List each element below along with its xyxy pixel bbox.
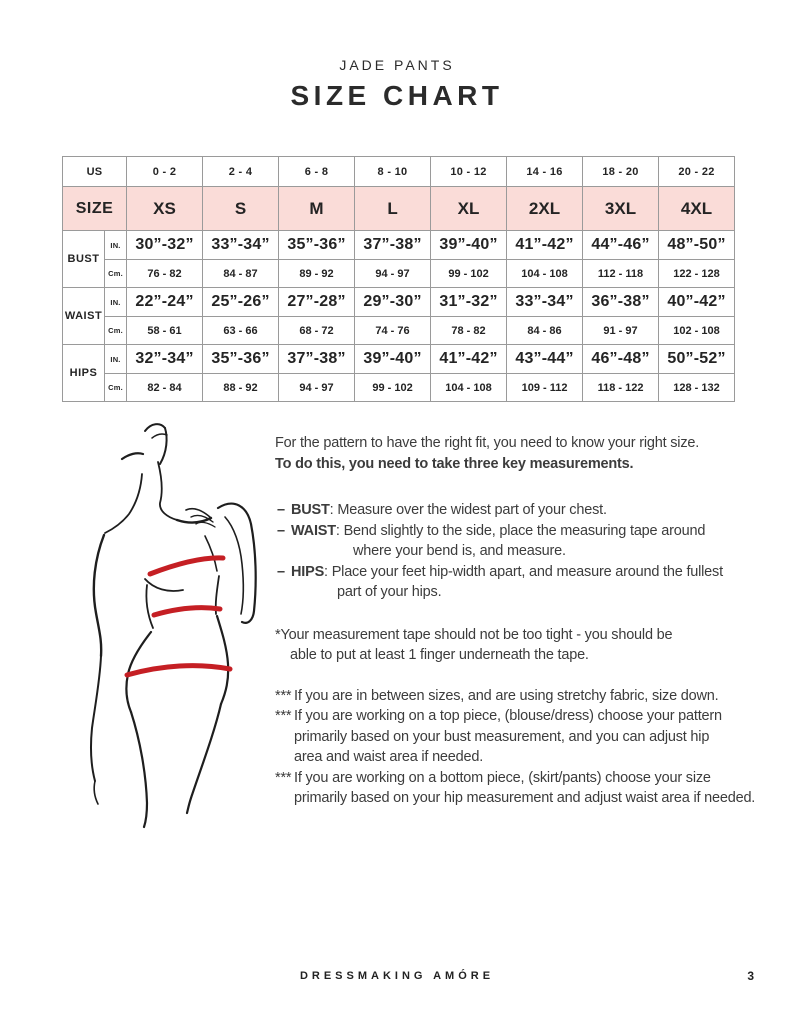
- cell-us: 0 - 2: [127, 157, 203, 187]
- cell-hips-cm: 88 - 92: [203, 374, 279, 402]
- tip-marker: ***: [275, 769, 292, 786]
- cell-bust-in: 39”-40”: [431, 231, 507, 260]
- bullet-hips-text: : Place your feet hip-width apart, and measure around the fullest: [324, 563, 723, 580]
- figure-leg-right: [187, 704, 221, 813]
- intro-line: For the pattern to have the right fit, you need to know your right size.: [275, 435, 700, 451]
- cm-unit-cell: Cm.: [105, 260, 127, 288]
- bust-inches-row: [63, 231, 735, 260]
- bust-measure-line: [150, 558, 223, 574]
- cell-bust-in: 33”-34”: [203, 231, 279, 260]
- us-header-cell: US: [63, 157, 127, 187]
- intro-line-bold: To do this, you need to take three key measurements.: [275, 455, 634, 472]
- cell-waist-cm: 78 - 82: [431, 317, 507, 345]
- note-line: *Your measurement tape should not be too tight - you should be: [275, 626, 673, 643]
- cell-hips-in: 37”-38”: [279, 345, 355, 374]
- cell-size: 3XL: [583, 187, 659, 231]
- cell-us: 18 - 20: [583, 157, 659, 187]
- cell-bust-cm: 104 - 108: [507, 260, 583, 288]
- bust-cm-row: [63, 260, 735, 288]
- cell-bust-in: 37”-38”: [355, 231, 431, 260]
- figure-waist-left: [146, 585, 153, 628]
- figure-bust-underline: [145, 579, 183, 591]
- cell-bust-in: 48”-50”: [659, 231, 735, 260]
- cell-waist-cm: 63 - 66: [203, 317, 279, 345]
- tip-text: If you are working on a bottom piece, (skirt/pants) choose your size: [294, 769, 711, 786]
- cell-waist-cm: 91 - 97: [583, 317, 659, 345]
- cell-hips-cm: 104 - 108: [431, 374, 507, 402]
- body-measurement-sketch: [88, 418, 283, 833]
- cell-bust-cm: 84 - 87: [203, 260, 279, 288]
- instructions-block: [275, 433, 780, 809]
- cell-size: XS: [127, 187, 203, 231]
- hips-label-cell: HIPS: [63, 345, 105, 402]
- cell-bust-cm: 112 - 118: [583, 260, 659, 288]
- bullet-dash: –: [277, 502, 285, 518]
- brand-name: DRESSMAKING AMÓRE: [299, 970, 495, 982]
- figure-hair-stroke: [145, 424, 165, 431]
- cell-hips-in: 32”-34”: [127, 345, 203, 374]
- cell-hips-in: 46”-48”: [583, 345, 659, 374]
- bullet-waist-cont: where your bend is, and measure.: [353, 543, 566, 559]
- cell-us: 8 - 10: [355, 157, 431, 187]
- hips-cm-row: [63, 374, 735, 402]
- bullet-hips-label: HIPS: [291, 563, 325, 580]
- cell-bust-in: 44”-46”: [583, 231, 659, 260]
- cell-waist-cm: 84 - 86: [507, 317, 583, 345]
- cell-hips-in: 41”-42”: [431, 345, 507, 374]
- bullet-hips-cont: part of your hips.: [337, 584, 442, 600]
- cell-hips-cm: 109 - 112: [507, 374, 583, 402]
- cell-bust-cm: 89 - 92: [279, 260, 355, 288]
- tape-note: [275, 625, 780, 666]
- us-size-row: [63, 157, 735, 187]
- inches-unit-cell: IN.: [105, 288, 127, 317]
- waist-inches-row: [63, 288, 735, 317]
- size-row: [63, 187, 735, 231]
- cell-bust-cm: 99 - 102: [431, 260, 507, 288]
- figure-hair-tick: [152, 434, 167, 438]
- cell-waist-in: 27”-28”: [279, 288, 355, 317]
- cm-unit-cell: Cm.: [105, 317, 127, 345]
- figure-brow-stroke: [122, 453, 143, 459]
- cell-hips-in: 43”-44”: [507, 345, 583, 374]
- tip-line: [275, 768, 780, 789]
- figure-armpit-stroke: [205, 536, 217, 571]
- figure-neck-left: [105, 474, 142, 533]
- measurement-bullets: [275, 500, 780, 603]
- cell-waist-in: 40”-42”: [659, 288, 735, 317]
- inches-unit-cell: IN.: [105, 231, 127, 260]
- cell-us: 14 - 16: [507, 157, 583, 187]
- cell-waist-in: 25”-26”: [203, 288, 279, 317]
- cell-size: XL: [431, 187, 507, 231]
- cell-bust-in: 35”-36”: [279, 231, 355, 260]
- cell-waist-cm: 102 - 108: [659, 317, 735, 345]
- cell-hips-cm: 82 - 84: [127, 374, 203, 402]
- bullet-hips: [275, 562, 780, 583]
- cell-waist-cm: 68 - 72: [279, 317, 355, 345]
- size-header-cell: SIZE: [63, 187, 127, 231]
- figure-arm-outer: [218, 504, 256, 623]
- figure-shoulder-line: [177, 518, 211, 522]
- cell-bust-cm: 76 - 82: [127, 260, 203, 288]
- cell-size: 4XL: [659, 187, 735, 231]
- cell-us: 6 - 8: [279, 157, 355, 187]
- cell-size: S: [203, 187, 279, 231]
- cell-hips-in: 39”-40”: [355, 345, 431, 374]
- cell-hips-cm: 94 - 97: [279, 374, 355, 402]
- size-chart-table: [62, 156, 735, 402]
- figure-leg-left: [131, 712, 147, 827]
- bullet-waist-label: WAIST: [291, 522, 336, 539]
- cell-waist-in: 22”-24”: [127, 288, 203, 317]
- tip-marker: ***: [275, 687, 292, 704]
- figure-arm-inner: [225, 517, 243, 614]
- figure-hip-right: [217, 616, 228, 704]
- cell-waist-in: 36”-38”: [583, 288, 659, 317]
- tip-text: If you are working on a top piece, (blouse/dress) choose your pattern: [294, 708, 722, 724]
- tip-line: primarily based on your bust measurement, and you can adjust hip: [294, 728, 710, 745]
- cell-us: 2 - 4: [203, 157, 279, 187]
- hips-inches-row: [63, 345, 735, 374]
- figure-hanging-arm: [91, 656, 101, 781]
- sizing-tips: [275, 686, 780, 809]
- figure-finger-stroke: [196, 522, 215, 527]
- tip-line: [275, 706, 780, 727]
- tip-line: primarily based on your hip measurement and adjust waist area if needed.: [294, 790, 756, 806]
- bullet-dash: –: [277, 563, 285, 580]
- page-title: SIZE CHART: [290, 80, 504, 111]
- waist-label-cell: WAIST: [63, 288, 105, 345]
- hips-measure-line: [127, 666, 230, 675]
- cell-waist-in: 33”-34”: [507, 288, 583, 317]
- title-block: [0, 57, 794, 112]
- figure-finger-stroke: [186, 509, 211, 518]
- cell-hips-in: 35”-36”: [203, 345, 279, 374]
- bullet-waist: [275, 521, 780, 542]
- cell-hips-in: 50”-52”: [659, 345, 735, 374]
- cell-us: 20 - 22: [659, 157, 735, 187]
- tip-line: [275, 686, 780, 707]
- cell-waist-in: 29”-30”: [355, 288, 431, 317]
- bullet-dash: –: [277, 522, 285, 539]
- figure-back-line: [94, 535, 104, 656]
- cell-size: M: [279, 187, 355, 231]
- cell-size: L: [355, 187, 431, 231]
- cell-waist-cm: 58 - 61: [127, 317, 203, 345]
- note-line: able to put at least 1 finger underneath the tape.: [290, 647, 589, 663]
- cell-hips-cm: 99 - 102: [355, 374, 431, 402]
- waist-cm-row: [63, 317, 735, 345]
- cell-bust-cm: 122 - 128: [659, 260, 735, 288]
- bust-label-cell: BUST: [63, 231, 105, 288]
- cell-bust-in: 41”-42”: [507, 231, 583, 260]
- cell-waist-in: 31”-32”: [431, 288, 507, 317]
- cell-waist-cm: 74 - 76: [355, 317, 431, 345]
- cell-hips-cm: 118 - 122: [583, 374, 659, 402]
- bullet-waist-text: : Bend slightly to the side, place the measuring tape around: [335, 522, 706, 539]
- bullet-bust-label: BUST: [291, 502, 330, 518]
- bullet-bust-text: : Measure over the widest part of your chest.: [329, 502, 607, 518]
- cell-bust-in: 30”-32”: [127, 231, 203, 260]
- waist-measure-line: [154, 608, 220, 615]
- cell-hips-cm: 128 - 132: [659, 374, 735, 402]
- page-number: 3: [747, 969, 754, 983]
- bullet-bust: [275, 500, 780, 521]
- cell-bust-cm: 94 - 97: [355, 260, 431, 288]
- cell-us: 10 - 12: [431, 157, 507, 187]
- cm-unit-cell: Cm.: [105, 374, 127, 402]
- figure-neck-right: [158, 462, 177, 520]
- tip-text: If you are in between sizes, and are using stretchy fabric, size down.: [294, 687, 719, 704]
- tip-line: area and waist area if needed.: [294, 749, 484, 765]
- tip-marker: ***: [275, 708, 292, 724]
- inches-unit-cell: IN.: [105, 345, 127, 374]
- pattern-name: JADE PANTS: [339, 57, 455, 73]
- cell-size: 2XL: [507, 187, 583, 231]
- figure-hand-hint: [94, 781, 98, 804]
